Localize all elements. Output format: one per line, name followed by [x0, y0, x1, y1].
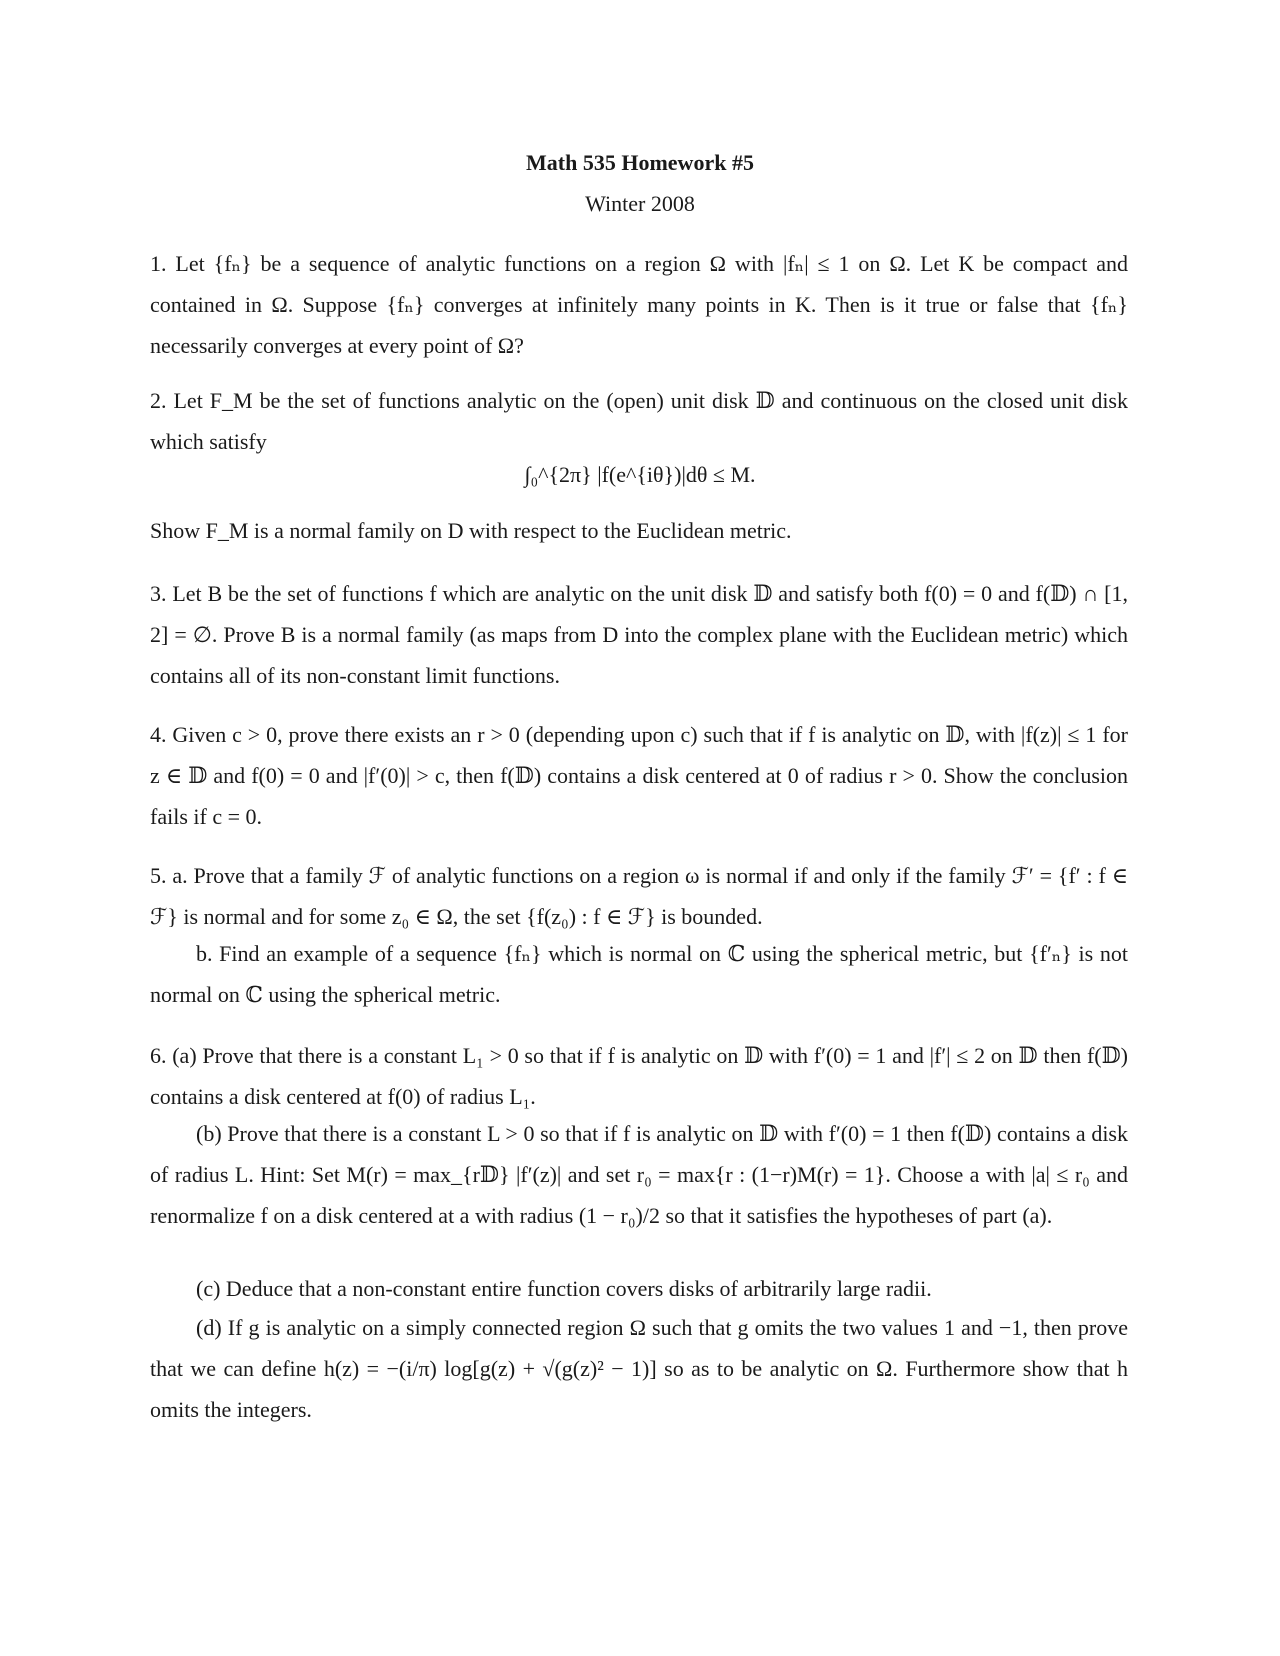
problem-5b: b. Find an example of a sequence {fₙ} which is normal on ℂ using the spherical metric, but {f′ₙ} is not normal on ℂ using the spherical metric. — [150, 941, 1128, 1007]
problem-3: 3. Let B be the set of functions f which are analytic on the unit disk 𝔻 and satisfy both f(0) = 0 and f(𝔻) ∩ [1, 2] = ∅. Prove B is a normal family (as maps from D into the complex plane with the Euclidean metric) which contains all of its non-constant limit functions. — [150, 581, 1128, 688]
problem-6a: 6. (a) Prove that there is a constant L₁ > 0 so that if f is analytic on 𝔻 with f′(0) = 1 and |f′| ≤ 2 on 𝔻 then f(𝔻) contains a disk centered at f(0) of radius L₁. — [150, 1043, 1128, 1109]
problem-4: 4. Given c > 0, prove there exists an r > 0 (depending upon c) such that if f is analytic on 𝔻, with |f(z)| ≤ 1 for z ∈ 𝔻 and f(0) = 0 and |f′(0)| > c, then f(𝔻) contains a disk centered at 0 of radius r > 0. Show the conclusion fails if c = 0. — [150, 722, 1128, 829]
document-title: Math 535 Homework #5 — [526, 150, 754, 175]
problem-6b: (b) Prove that there is a constant L > 0 so that if f is analytic on 𝔻 with f′(0) = 1 then f(𝔻) contains a disk of radius L. Hint: Set M(r) = max_{r𝔻} |f′(z)| and set r₀ = max{r : (1−r)M(r) = 1}. Choose a with |a| ≤ r₀ and renormalize f on a disk centered at a with radius (1 − r₀)/2 so that it satisfies the hypotheses of part (a). — [150, 1121, 1128, 1228]
problem-1: 1. Let {fₙ} be a sequence of analytic functions on a region Ω with |fₙ| ≤ 1 on Ω. Let K be compact and contained in Ω. Suppose {fₙ} converges at infinitely many points in K. Then is it true or false that {fₙ} necessarily converges at every point of Ω? — [150, 251, 1128, 358]
problem-6c: (c) Deduce that a non-constant entire function covers disks of arbitrarily large radii. — [196, 1276, 932, 1301]
document-term: Winter 2008 — [585, 191, 695, 216]
problem-6d: (d) If g is analytic on a simply connected region Ω such that g omits the two values 1 and −1, then prove that we can define h(z) = −(i/π) log[g(z) + √(g(z)² − 1)] so as to be analytic on Ω. Furthermore show that h omits the integers. — [150, 1315, 1128, 1422]
problem-2-conclusion: Show F_M is a normal family on D with respect to the Euclidean metric. — [150, 518, 792, 543]
problem-2-integral: ∫₀^{2π} |f(e^{iθ})|dθ ≤ M. — [524, 462, 756, 487]
problem-5a: 5. a. Prove that a family ℱ of analytic functions on a region ω is normal if and only if the family ℱ′ = {f′ : f ∈ ℱ} is normal and for some z₀ ∈ Ω, the set {f(z₀) : f ∈ ℱ} is bounded. — [150, 863, 1128, 929]
problem-2: 2. Let F_M be the set of functions analytic on the (open) unit disk 𝔻 and continuous on the closed unit disk which satisfy — [150, 388, 1128, 454]
